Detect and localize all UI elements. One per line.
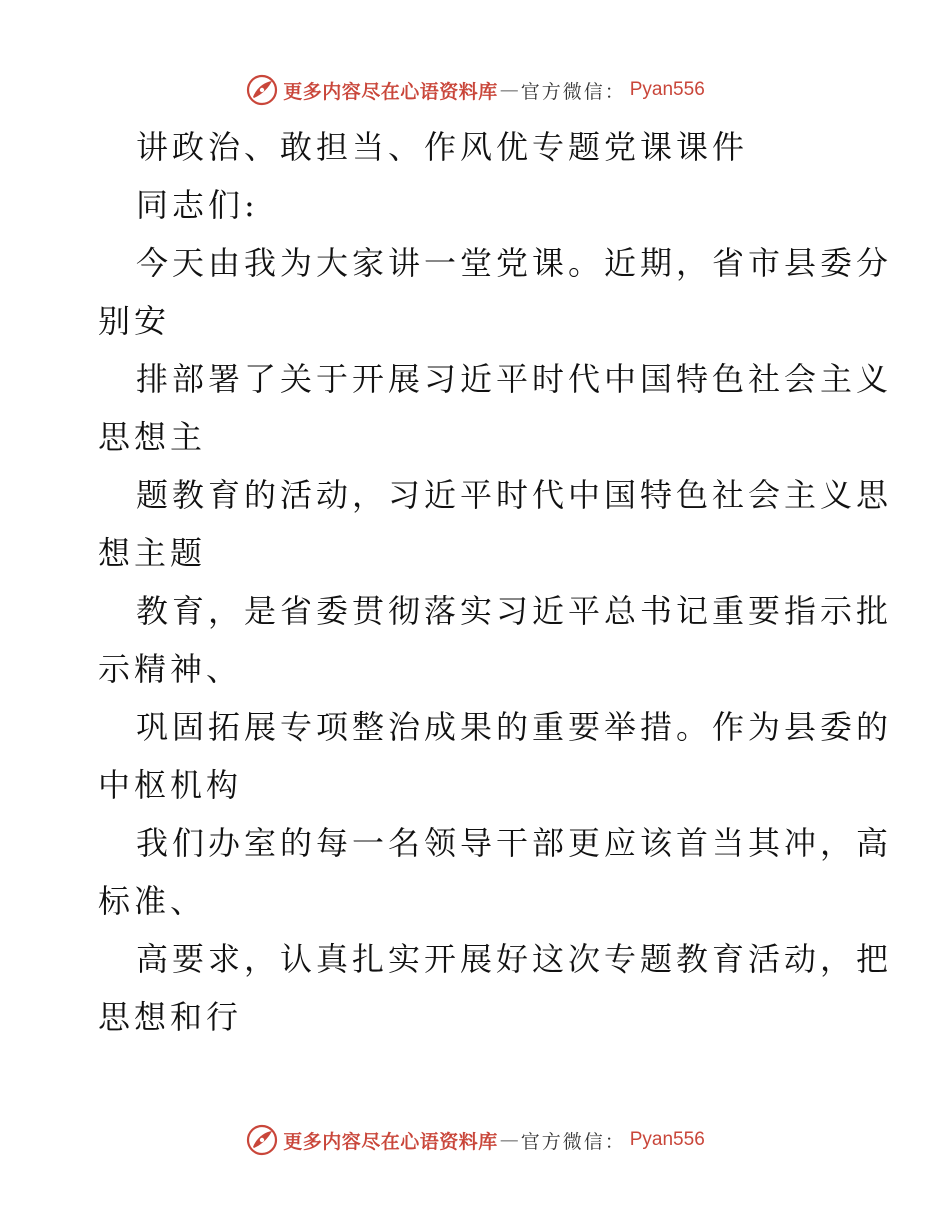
wechat-label: 官方微信： xyxy=(520,1130,626,1153)
wechat-id: Pyan556 xyxy=(629,1129,705,1150)
footer-watermark-banner xyxy=(0,1122,950,1158)
paragraph-line: 思想主 xyxy=(98,418,207,456)
paragraph-line: 排部署了关于开展习近平时代中国特色社会主义 xyxy=(136,360,893,398)
greeting: 同志们: xyxy=(136,186,259,224)
paragraph-line: 巩固拓展专项整治成果的重要举措。作为县委的 xyxy=(136,708,893,746)
paragraph-line: 思想和行 xyxy=(98,998,243,1036)
wechat-id: Pyan556 xyxy=(629,79,705,100)
paragraph-line: 示精神、 xyxy=(98,650,243,688)
brand-text: 更多内容尽在心语资料库 xyxy=(283,1130,498,1153)
paragraph-line: 今天由我为大家讲一堂党课。近期，省市县委分 xyxy=(136,244,893,282)
paragraph-line: 想主题 xyxy=(98,534,207,572)
brand-text: 更多内容尽在心语资料库 xyxy=(283,80,498,103)
separator-dash: — xyxy=(499,1129,519,1151)
paragraph-line: 我们办室的每一名领导干部更应该首当其冲，高 xyxy=(136,824,893,862)
pen-nib-icon xyxy=(245,1123,279,1157)
document-title: 讲政治、敢担当、作风优专题党课课件 xyxy=(136,128,749,166)
paragraph-line: 题教育的活动，习近平时代中国特色社会主义思 xyxy=(136,476,893,514)
paragraph-line: 别安 xyxy=(98,302,171,340)
document-body xyxy=(98,118,893,1046)
paragraph-line: 高要求，认真扎实开展好这次专题教育活动，把 xyxy=(136,940,893,978)
wechat-label: 官方微信： xyxy=(520,80,626,103)
separator-dash: — xyxy=(499,79,519,101)
paragraph-line: 中枢机构 xyxy=(98,766,243,804)
pen-nib-icon xyxy=(245,73,279,107)
paragraph-line: 教育，是省委贯彻落实习近平总书记重要指示批 xyxy=(136,592,893,630)
paragraph-line: 标准、 xyxy=(98,882,207,920)
header-watermark-banner xyxy=(0,72,950,108)
